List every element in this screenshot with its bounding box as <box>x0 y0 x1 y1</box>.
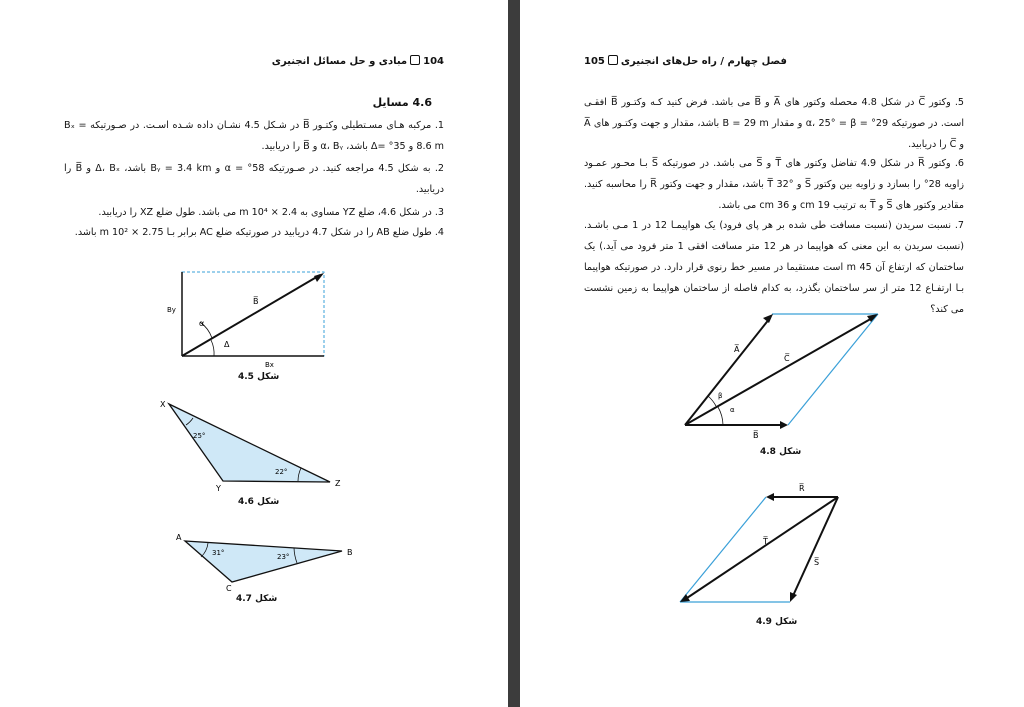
figure-4-7-triangle <box>185 541 342 582</box>
figure-4-9-arrowhead-s <box>790 592 797 602</box>
figure-4-8-label-c: C̅ <box>784 354 790 363</box>
figure-4-8-label-b: B̅ <box>753 431 759 440</box>
figure-4-5-delta-arc <box>211 340 214 356</box>
figure-4-6-angle-z: 22° <box>275 468 288 476</box>
figure-4-8-label-beta: β <box>718 392 723 400</box>
figure-4-5-arrowhead <box>314 273 324 282</box>
figure-4-6-label-z: Z <box>335 479 341 488</box>
figure-4-8-vector-a <box>685 318 770 425</box>
problem-7: 7. نسبت سریدن (نسبت مسافت طی شده بر هر پای فرود) یک هواپیمـا 12 در 1 مـی باشـد. (نسبت سریدن به این معنی که هواپیما در هر 12 متر مسافت افقی 1 متر فرود می آید.) یک ساختمان که ارتفاع آن 45 m است مستقیما در مسیر خط رنوی قرار دارد. در صورتیکه هواپیما بـا ارتفـاع 12 متر از سر ساختمان بگذرد، به کدام فاصله از ساختمان هواپیما به زمین نشست می کند؟ <box>584 220 964 315</box>
problem-3: 3. در شکل 4.6، ضلع YZ مساوی به 2.4 × 10⁴ m می باشد. طول ضلع XZ را دریابید. <box>98 207 444 218</box>
problem-6: 6. وکتور R̅ در شکل 4.9 تفاضل وکتور های T̅ و S̅ می باشد. در صورتیکه S̅ بـا محـور عمـود زاویه 28° را بسازد و زاویه بین وکتور S̅ و T̅ 32° باشد، مقدار و جهت وکتور R̅ را محاسبه کنید. مقادیر وکتور های S̅ و T̅ به ترتیب 19 cm و 36 cm می باشد. <box>584 158 964 211</box>
figure-4-7-angle-a: 31° <box>212 549 225 557</box>
problem-5: 5. وکتور C̅ در شکل 4.8 محصله وکتور های A̅ و B̅ می باشد. فرض کنید کـه وکتـور B̅ افقـی است. در صورتیکه 29° = α، 25° = β و مقدار B = 29 m باشد، مقدار و جهت وکتـور های A̅ و C̅ را دریابید. <box>584 97 964 150</box>
figure-4-8-arrowhead-a <box>763 314 773 323</box>
problem-2: 2. به شکل 4.5 مراجعه کنید. در صـورتیکه 58° = α و Bᵧ = 3.4 km باشد، Δ، Bₓ و B̅ را دریابید. <box>64 163 444 195</box>
figure-4-5-label-alpha: α <box>199 319 205 328</box>
figure-4-7-label-a: A <box>176 533 182 542</box>
figure-4-8-label-alpha: α <box>730 406 735 414</box>
figure-4-6-angle-x: 25° <box>193 432 206 440</box>
section-title: 4.6 مسایل <box>372 96 432 109</box>
figure-4-8-parallel-a <box>788 314 878 425</box>
figure-4-8-vector-c <box>685 317 874 425</box>
problem-4: 4. طول ضلع AB را در شکل 4.7 دریابید در صورتیکه ضلع AC برابر بـا 2.75 × 10² m باشد. <box>74 227 444 238</box>
figure-4-5-label-b: B̅ <box>253 297 259 306</box>
figure-4-9-caption: شکل 4.9 <box>756 617 798 627</box>
page-105 <box>520 0 1024 707</box>
figure-4-8-alpha-arc <box>718 407 723 425</box>
figure-4-6-caption: شکل 4.6 <box>238 497 280 507</box>
figure-4-5-label-by: By <box>167 306 176 314</box>
header-title: مبادی و حل مسائل انجنیری <box>271 56 408 67</box>
page-number: 104 <box>423 56 444 67</box>
figure-4-6-label-y: Y <box>216 484 221 493</box>
figure-4-8 <box>520 0 1024 707</box>
figure-4-9-label-t: T̅ <box>763 537 768 546</box>
figure-4-9-arrowhead-r <box>766 493 774 501</box>
figure-4-7-label-b: B <box>347 548 353 557</box>
figure-4-5-label-delta: Δ <box>224 340 230 349</box>
figure-4-7-label-c: C <box>226 584 232 593</box>
figure-4-9-parallel-a <box>680 497 766 602</box>
figure-4-5-vector-b <box>182 275 320 356</box>
page-number: 105 <box>584 56 605 67</box>
header-title: فصل چهارم / راه حل‌های انجنیری <box>620 56 787 67</box>
book-spine <box>508 0 520 707</box>
problem-1: 1. مرکبه هـای مسـتطیلی وکتـور B̅ در شـکل 4.5 نشـان داده شـده اسـت. در صـورتیکه Bₓ = 8.6 m و 35° =Δ باشد، α، Bᵧ و B̅ را دریابید. <box>64 120 445 152</box>
figure-4-6-triangle <box>169 404 330 482</box>
figure-4-5-label-bx: Bx <box>265 361 274 369</box>
figure-4-7-angle-b: 23° <box>277 553 290 561</box>
figure-4-8-label-a: A̅ <box>734 345 740 354</box>
figure-4-5-caption: شکل 4.5 <box>238 372 280 382</box>
figure-4-9-label-r: R̅ <box>799 484 805 493</box>
figure-4-8-arrowhead-b <box>780 421 788 429</box>
figure-4-9-label-s: S̅ <box>814 558 820 567</box>
figure-4-8-caption: شکل 4.8 <box>760 447 802 457</box>
figure-4-9 <box>680 483 838 602</box>
figure-4-8-beta-arc <box>708 396 716 406</box>
figure-4-6-label-x: X <box>160 400 166 409</box>
page-104 <box>0 0 508 707</box>
figure-4-7-caption: شکل 4.7 <box>236 594 278 604</box>
